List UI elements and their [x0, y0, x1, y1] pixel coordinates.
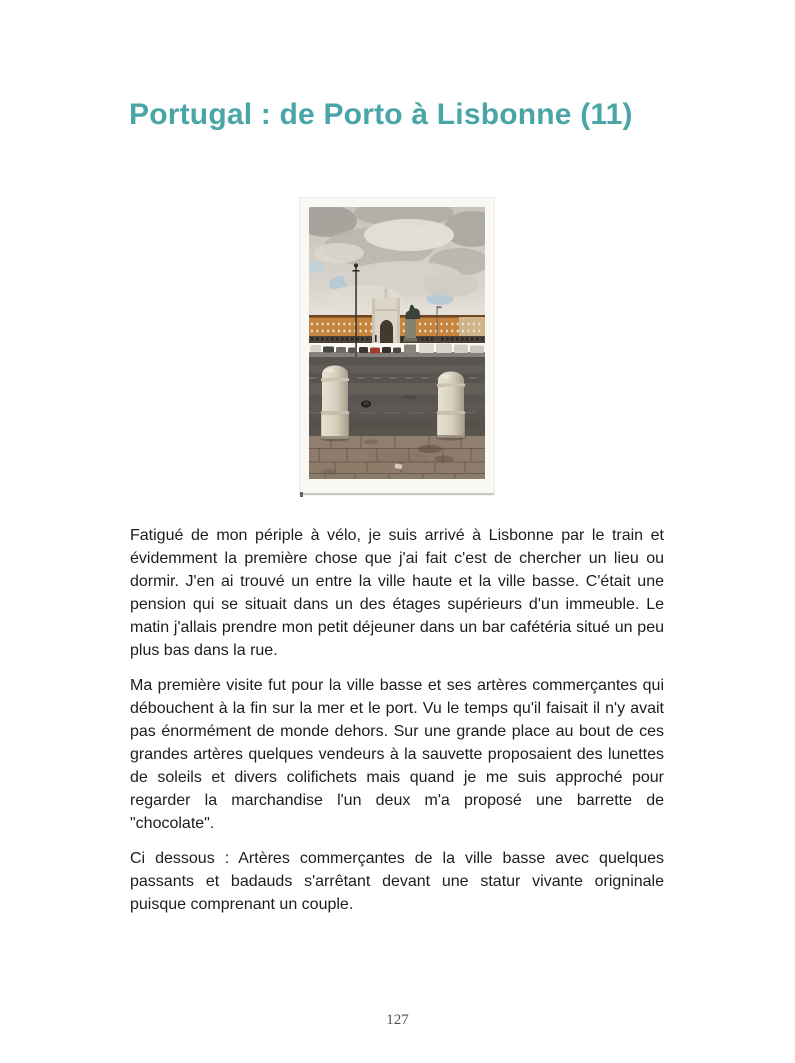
paragraph-arrival-lisbonne: Fatigué de mon périple à vélo, je suis arrivé à Lisbonne par le train et évidemment la première chose que j'ai fait c'est de chercher un lieu ou dormir. J'en ai trouvé un entre la ville haute et la ville basse. C'était une pension qui se situait dans un des étages supérieurs d'un immeuble. Le matin j'allais prendre mon petit déjeuner dans un bar cafétéria situé un peu plus bas dans la rue.	[130, 527, 664, 659]
photo-pavement	[309, 436, 485, 479]
paragraph-ville-basse: Ma première visite fut pour la ville basse et ses artères commerçantes qui débouchent à la fin sur la mer et le port. Vu le temps qu'il faisait il n'y avait pas énormément de monde dehors. Sur une grande place au bout de ces grandes artères quelques vendeurs à la sauvette proposaient des lunettes de soleils et divers colifichets mais quand je me suis approché pour regarder la marchandise l'un deux m'a proposé une barrette de "chocolate".	[130, 677, 664, 832]
photo-figure	[299, 197, 495, 494]
photo-cars	[309, 344, 485, 358]
lisbon-praca-do-comercio-photo-icon	[309, 207, 485, 479]
photo-paper	[299, 197, 495, 494]
paragraph-caption-ci-dessous: Ci dessous : Artères commerçantes de la ville basse avec quelques passants et badauds s'arrêtant devant une statur vivante origninale puisque comprenant un couple.	[130, 850, 664, 913]
page-title: Portugal : de Porto à Lisbonne (11)	[129, 98, 633, 131]
page-number: 127	[386, 1012, 409, 1028]
article-body	[130, 524, 664, 928]
